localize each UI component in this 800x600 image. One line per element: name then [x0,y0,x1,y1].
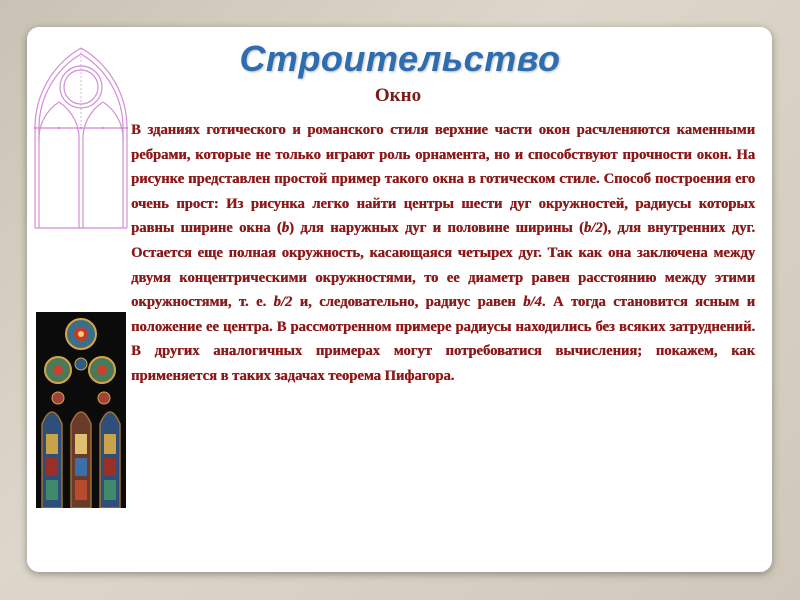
slide-subtitle: Окно [374,85,422,106]
slide-title: Строительство [239,38,561,79]
stained-glass-window-image [36,312,126,508]
body-paragraph: В зданиях готического и романского стиля верхние части окон расчленяются каменными ребрами, которые не только играют роль орнамента, но и способствуют прочности окон. На рисунке представлен простой пример такого окна в готическом стиле. Способ построения его очень прост: Из рисунка легко найти центры шести дуг окружностей, радиусы которых равны ширине окна (b) для наружных дуг и половине ширины (b/2), для внутренних дуг. Остается еще полная окружность, касающаяся четырех дуг. Так как она заключена между двумя концентрическими окружностями, то ее диаметр равен расстоянию между этими окружностями, т. е. b/2 и, следовательно, радиус равен b/4. А тогда становится ясным и положение ее центра. В рассмотренном примере радиусы находились без всяких затруднений. В других аналогичных примерах могут потребоватися вычисления; покажем, как применяется в таких задачах теорема Пифагора. [131,122,756,384]
